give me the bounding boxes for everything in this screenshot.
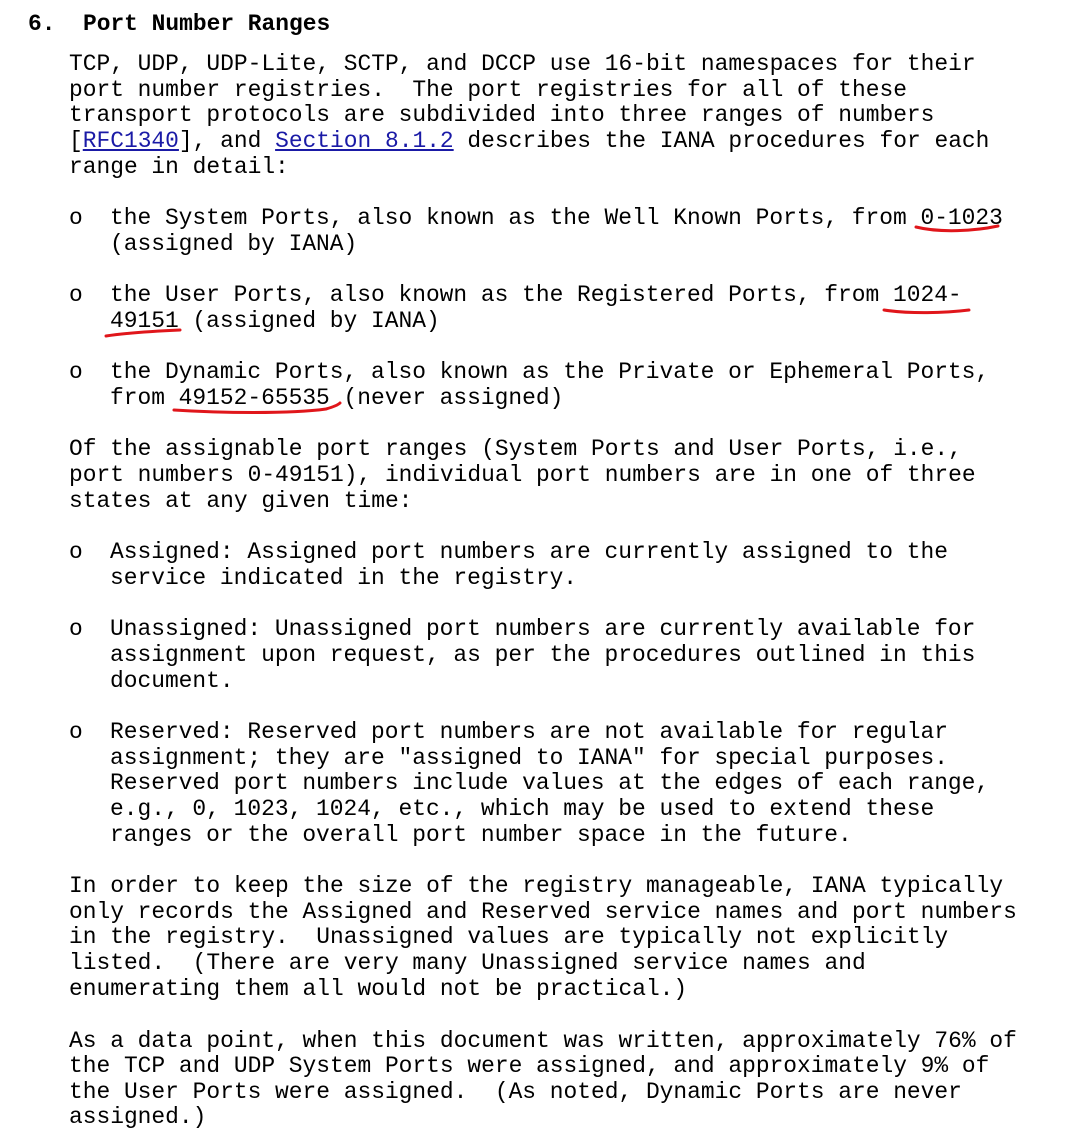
range-user-line-1: the User Ports, also known as the Registered Ports, from 1024- [110, 282, 962, 308]
range-bullet-user: o [69, 282, 83, 308]
intro-line-4-end: describes the IANA procedures for each [453, 128, 990, 154]
state-bullet-assigned: o [69, 539, 83, 565]
states-intro-line-3: states at any given time: [69, 488, 413, 514]
intro-line-1: TCP, UDP, UDP-Lite, SCTP, and DCCP use 16-bit namespaces for their [69, 51, 976, 77]
state-unassigned-line-1: Unassigned: Unassigned port numbers are currently available for [110, 616, 976, 642]
registry-line-2: only records the Assigned and Reserved service names and port numbers [69, 899, 1017, 925]
state-bullet-unassigned: o [69, 616, 83, 642]
registry-line-5: enumerating them all would not be practical.) [69, 976, 688, 1002]
range-bullet-dynamic: o [69, 359, 83, 385]
section-heading [28, 11, 330, 37]
datapoint-line-4: assigned.) [69, 1104, 207, 1130]
state-assigned-line-1: Assigned: Assigned port numbers are currently assigned to the [110, 539, 948, 565]
bracket-open: [ [69, 128, 83, 154]
underline-1024 [884, 310, 969, 313]
section-number: 6. [28, 11, 56, 37]
state-unassigned-line-3: document. [110, 668, 234, 694]
rfc1340-link[interactable]: RFC1340 [82, 128, 179, 154]
state-reserved-line-1: Reserved: Reserved port numbers are not available for regular [110, 719, 948, 745]
section-title: Port Number Ranges [82, 11, 331, 37]
datapoint-line-3: the User Ports were assigned. (As noted, Dynamic Ports are never [69, 1079, 962, 1105]
intro-line-4-mid: ], and [178, 128, 276, 154]
range-system-line-2: (assigned by IANA) [110, 231, 358, 257]
section-8-1-2-link[interactable]: Section 8.1.2 [275, 128, 454, 154]
intro-line-4 [69, 128, 989, 154]
range-dynamic-line-2: from 49152-65535 (never assigned) [110, 385, 564, 411]
state-reserved-line-4: e.g., 0, 1023, 1024, etc., which may be used to extend these [110, 796, 935, 822]
intro-line-2: port number registries. The port registries for all of these [69, 77, 907, 103]
range-bullet-system: o [69, 205, 83, 231]
state-bullet-reserved: o [69, 719, 83, 745]
state-reserved-line-3: Reserved port numbers include values at the edges of each range, [110, 770, 990, 796]
state-reserved-line-5: ranges or the overall port number space in the future. [110, 822, 852, 848]
registry-line-3: in the registry. Unassigned values are typically not explicitly [69, 924, 949, 950]
range-dynamic-line-1: the Dynamic Ports, also known as the Private or Ephemeral Ports, [110, 359, 990, 385]
registry-line-4: listed. (There are very many Unassigned service names and [69, 950, 866, 976]
intro-line-5: range in detail: [69, 154, 289, 180]
state-assigned-line-2: service indicated in the registry. [110, 565, 578, 591]
state-reserved-line-2: assignment; they are "assigned to IANA" for special purposes. [110, 745, 948, 771]
datapoint-line-2: the TCP and UDP System Ports were assigned, and approximately 9% of [69, 1053, 990, 1079]
state-unassigned-line-2: assignment upon request, as per the procedures outlined in this [110, 642, 976, 668]
intro-line-3: transport protocols are subdivided into three ranges of numbers [69, 102, 935, 128]
registry-line-1: In order to keep the size of the registry manageable, IANA typically [69, 873, 1004, 899]
states-intro-line-2: port numbers 0-49151), individual port numbers are in one of three [69, 462, 976, 488]
range-user-line-2: 49151 (assigned by IANA) [110, 308, 440, 334]
states-intro-line-1: Of the assignable port ranges (System Ports and User Ports, i.e., [69, 436, 962, 462]
datapoint-line-1: As a data point, when this document was written, approximately 76% of [69, 1028, 1017, 1054]
range-system-line-1: the System Ports, also known as the Well Known Ports, from 0-1023 [110, 205, 1003, 231]
